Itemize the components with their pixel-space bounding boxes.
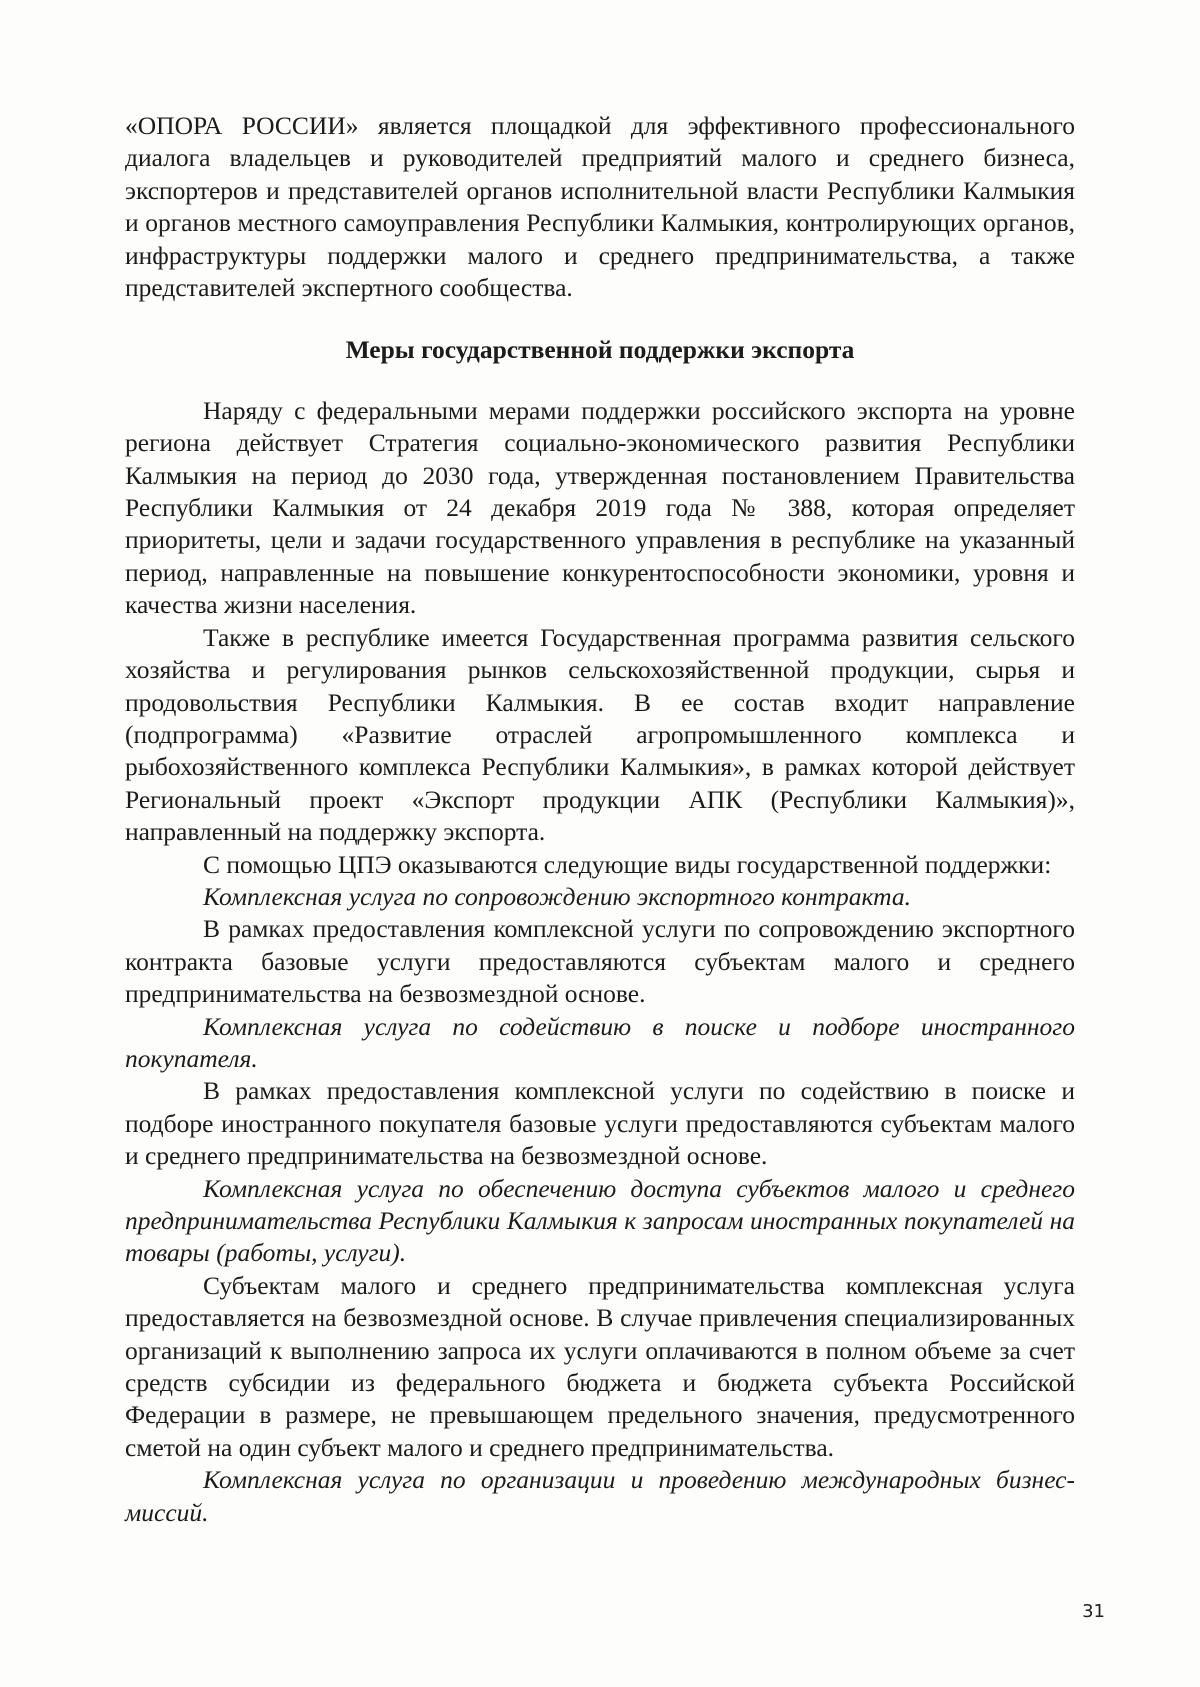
page-content [125,110,1075,1529]
service-3-text: Субъектам малого и среднего предпринимательства комплексная услуга предоставляется на безвозмездной основе. В случае привлечения специализированных организаций к выполнению запроса их услуги оплачиваются в полном объеме за счет средств субсидии из федерального бюджета и бюджета субъекта Российской Федерации в размере, не превышающем предельного значения, предусмотренного сметой на один субъект малого и среднего предпринимательства. [125,1270,1075,1462]
intro-paragraph: «ОПОРА РОССИИ» является площадкой для эффективного профессионального диалога владельцев и руководителей предприятий малого и среднего бизнеса, экспортеров и представителей органов исполнительной власти Республики Калмыкия и органов местного самоуправления Республики Калмыкия, контролирующих органов, инфраструктуры поддержки малого и среднего предпринимательства, а также представителей экспертного сообщества. [125,111,1075,303]
service-2-text: В рамках предоставления комплексной услуги по содействию в поиске и подборе иностранного покупателя базовые услуги предоставляются субъектам малого и среднего предпринимательства на безвозмездной основе. [125,1076,1075,1171]
paragraph-strategy: Наряду с федеральными мерами поддержки российского экспорта на уровне региона действует Стратегия социально-экономического развития Республики Калмыкия на период до 2030 года, утвержденная постановлением Правительства Республики Калмыкия от 24 декабря 2019 года № 388, которая определяет приоритеты, цели и задачи государственного управления в республике на указанный период, направленные на повышение конкурентоспособности экономики, уровня и качества жизни населения. [125,395,1075,620]
service-2-title: Комплексная услуга по содействию в поиске и подборе иностранного покупателя. [125,1011,1075,1073]
paragraph-support-types: С помощью ЦПЭ оказываются следующие виды государственной поддержки: [203,849,1052,879]
service-4-title: Комплексная услуга по организации и проведению международных бизнес-миссий. [125,1465,1075,1527]
service-1-text: В рамках предоставления комплексной услуги по сопровождению экспортного контракта базовые услуги предоставляются субъектам малого и среднего предпринимательства на безвозмездной основе. [125,914,1075,1009]
service-3-title: Комплексная услуга по обеспечению доступа субъектов малого и среднего предпринимательства Республики Калмыкия к запросам иностранных покупателей на товары (работы, услуги). [125,1173,1075,1268]
section-heading: Меры государственной поддержки экспорта [345,335,855,365]
service-1-title: Комплексная услуга по сопровождению экспортного контракта. [203,881,911,911]
page-number: 31 [1082,1601,1105,1622]
paragraph-state-program: Также в республике имеется Государственная программа развития сельского хозяйства и регулирования рынков сельскохозяйственной продукции, сырья и продовольствия Республики Калмыкия. В ее состав входит направление (подпрограмма) «Развитие отраслей агропромышленного комплекса и рыбохозяйственного комплекса Республики Калмыкия», в рамках которой действует Региональный проект «Экспорт продукции АПК (Республики Калмыкия)», направленный на поддержку экспорта. [125,622,1075,847]
